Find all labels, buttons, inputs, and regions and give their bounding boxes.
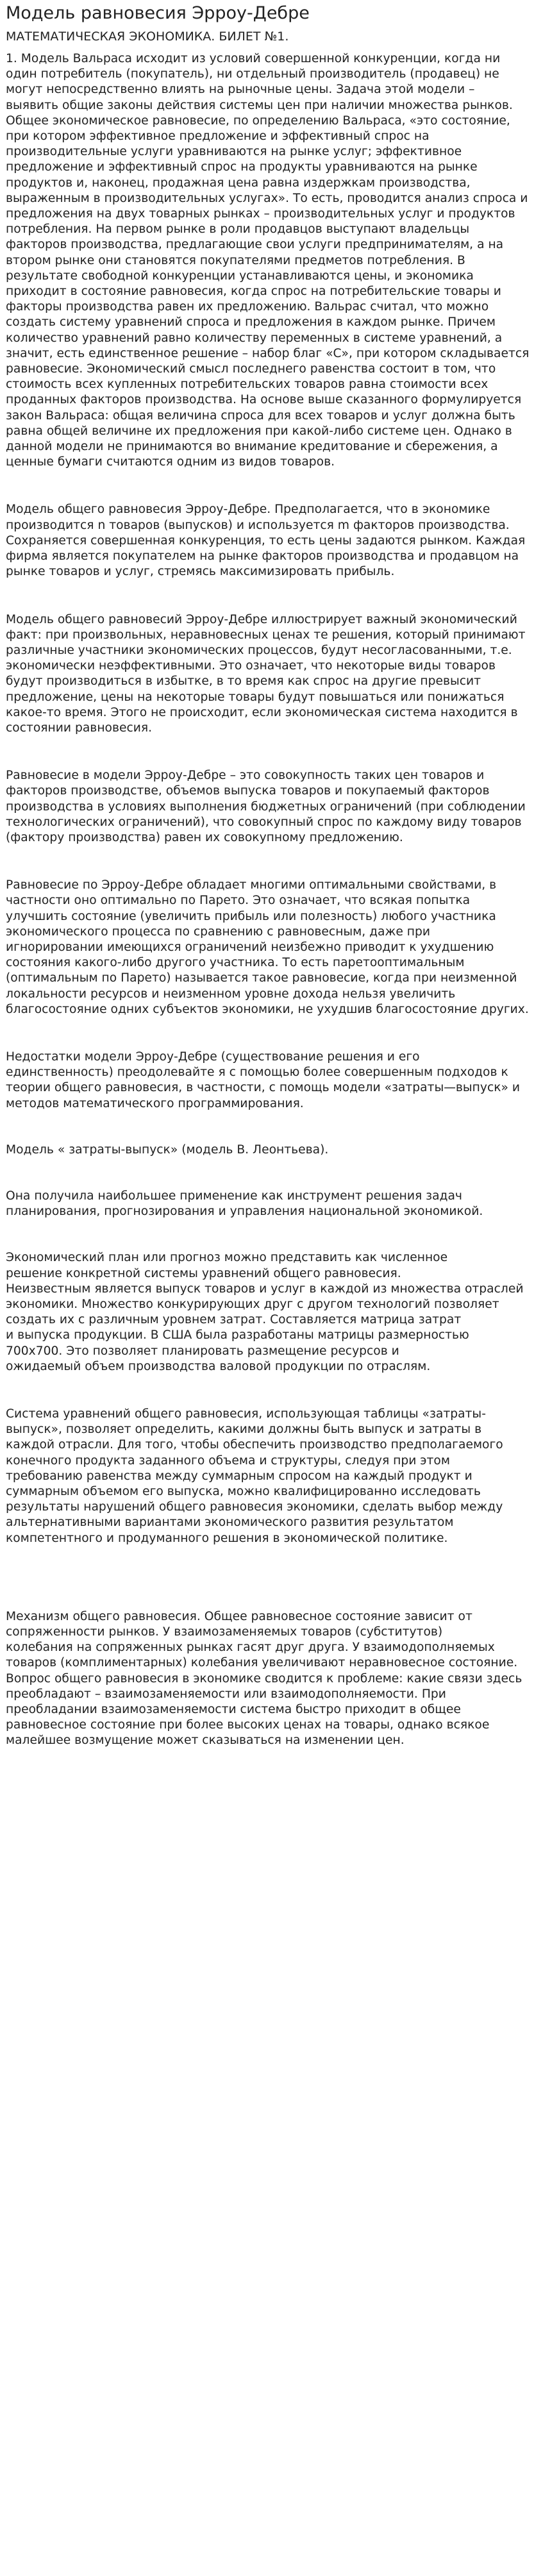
paragraph-gap [6,1112,537,1142]
paragraph-gap [6,470,537,502]
paragraph-arrow-debreu-fact: Модель общего равновесий Эрроу-Дебре иллюстрирует важный экономический факт: при произвольных, неравновесных ценах те решения, который принимают различные участники экономических процессов, будут несогласованными, т.е. экономически неэффективными. Это означает, что некоторые виды товаров будут производиться в избытке, в то время как спрос на другие превысит предложение, цены на некоторые товары будут повышаться или понижаться какое-то время. Этого не происходит, если экономическая система находится в состоянии равновесия. [6,612,526,735]
page-subtitle: МАТЕМАТИЧЕСКАЯ ЭКОНОМИКА. БИЛЕТ №1. [6,29,289,44]
paragraph-walras-model: 1. Модель Вальраса исходит из условий совершенной конкуренции, когда ни один потребитель (покупатель), ни отдельный производитель (продавец) не могут непосредственно влиять на рыночные цены. Задача этой модели – выявить общие законы действия системы цен при наличии множества рынков. Общее экономическое равновесие, по определению Вальраса, «это состояние, при котором эффективное предложение и эффективный спрос на производительные услуги уравниваются на рынке услуг; эффективное предложение и эффективный спрос на продукты уравниваются на рынке продуктов и, наконец, продажная цена равна издержкам производства, выраженным в производительных услугах». То есть, проводится анализ спроса и предложения на двух товарных рынках – производительных услуг и продуктов потребления. На первом рынке в роли продавцов выступают владельцы факторов производства, предлагающие свои услуги предпринимателям, а на втором рынке они становятся покупателями предметов потребления. В результате свободной конкуренции устанавливаются цены, и экономика приходит в состояние равновесия, когда спрос на потребительские товары и факторы производства равен их предложению. Вальрас считал, что можно создать систему уравнений спроса и предложения в каждом рынке. Причем количество уравнений равно количеству переменных в системе уравнений, а значит, есть единственное решение – набор благ «С», при котором складывается равновесие. Экономический смысл последнего равенства состоит в том, что стоимость всех купленных потребительских товаров равна стоимости всех проданных факторов производства. На основе выше сказанного формулируется закон Вальраса: общая величина спроса для всех товаров и услуг должна быть равна общей величине их предложения при какой-либо системе цен. Однако в данной модели не принимаются во внимание кредитование и сбережения, а ценные бумаги считаются одним из видов товаров. [6,52,530,469]
paragraph-model-shortcomings: Недостатки модели Эрроу-Дебре (существование решения и его единственность) преодолевайте я с помощью более совершенным подходов к теории общего равновесия, в частности, с помощь модели «затраты—выпуск» и методов математического программирования. [6,1050,521,1110]
paragraph-gap [6,1017,537,1050]
paragraph-economic-plan: Экономический план или прогноз можно представить как численное решение конкретной системы уравнений общего равновесия. Неизвестным является выпуск товаров и услуг в каждой из множества отраслей экономики. Множество конкурирующих друг с другом технологий позволяет создать их с различным уровнем затрат. Составляется матрица затрат и выпуска продукции. В США была разработаны матрицы размерностью 700х700. Это позволяет планировать размещение ресурсов и ожидаемый объем производства валовой продукции по отраслям. [6,1251,524,1373]
paragraph-gap [6,580,537,612]
paragraph-equilibrium-definition: Равновесие в модели Эрроу-Дебре – это совокупность таких цен товаров и факторов производстве, объемов выпуска товаров и покупаемый факторов производства в условиях выполнения бюджетных ограничений (при соблюдении технологических ограничений), что совокупный спрос по каждому виду товаров (фактору производства) равен их совокупному предложению. [6,769,526,844]
document-page [6,0,537,1749]
paragraph-leontief-heading: Модель « затраты-выпуск» (модель В. Леонтьева). [6,1142,329,1157]
paragraph-gap [6,1546,537,1609]
page-title: Модель равновесия Эрроу-Дебре [6,3,310,23]
paragraph-equilibrium-mechanism: Механизм общего равновесия. Общее равновесное состояние зависит от сопряженности рынков. У взаимозаменяемых товаров (субститутов) колебания на сопряженных рынках гасят друг друга. У взаимодополняемых товаров (комплиментарных) колебания увеличивают неравновесное состояние. Вопрос общего равновесия в экономике сводится к проблеме: какие связи здесь преобладают – взаимозаменяемости или взаимодополняемости. При преобладании взаимозаменяемости система быстро приходит в общее равновесное состояние при более высоких ценах на товары, однако всякое малейшее возмущение может сказываться на изменении цен. [6,1609,522,1748]
paragraph-gap [6,1375,537,1407]
paragraph-input-output-system: Система уравнений общего равновесия, использующая таблицы «затраты- выпуск», позволяет определить, какими должны быть выпуск и затраты в каждой отрасли. Для того, чтобы обеспечить производство предполагаемого конечного продукта заданного объема и структуры, следуя при этом требованию равенства между суммарным спросом на каждый продукт и суммарным объемом его выпуска, можно квалифицированно исследовать результаты нарушений общего равновесия экономики, сделать выбор между альтернативными вариантами экономического развития результатом компетентного и продуманного решения в экономической политике. [6,1407,503,1545]
paragraph-gap [6,1219,537,1250]
paragraph-gap [6,736,537,768]
paragraph-pareto-optimality: Равновесие по Эрроу-Дебре обладает многими оптимальными свойствами, в частности оно оптимально по Парето. Это означает, что всякая попытка улучшить состояние (увеличить прибыль или полезность) любого участника экономического процесса по сравнению с равновесным, даже при игнорировании имеющихся ограничений неизбежно приводит к ухудшению состояния какого-либо другого участника. То есть паретооптимальным (оптимальным по Парето) называется такое равновесие, когда при неизменной локальности ресурсов и неизменном уровне дохода нельзя увеличить благосостояние одних субъектов экономики, не ухудшив благосостояние других. [6,878,529,1016]
paragraph-arrow-debreu-model: Модель общего равновесия Эрроу-Дебре. Предполагается, что в экономике производится n товаров (выпусков) и используется m факторов производства. Сохраняется совершенная конкуренция, то есть цены задаются рынком. Каждая фирма является покупателем на рынке факторов производства и продавцом на рынке товаров и услуг, стремясь максимизировать прибыль. [6,503,526,579]
paragraph-leontief-application: Она получила наибольшее применение как инструмент решения задач планирования, прогнозирования и управления национальной экономикой. [6,1189,483,1219]
paragraph-gap [6,846,537,878]
paragraph-gap [6,1158,537,1189]
